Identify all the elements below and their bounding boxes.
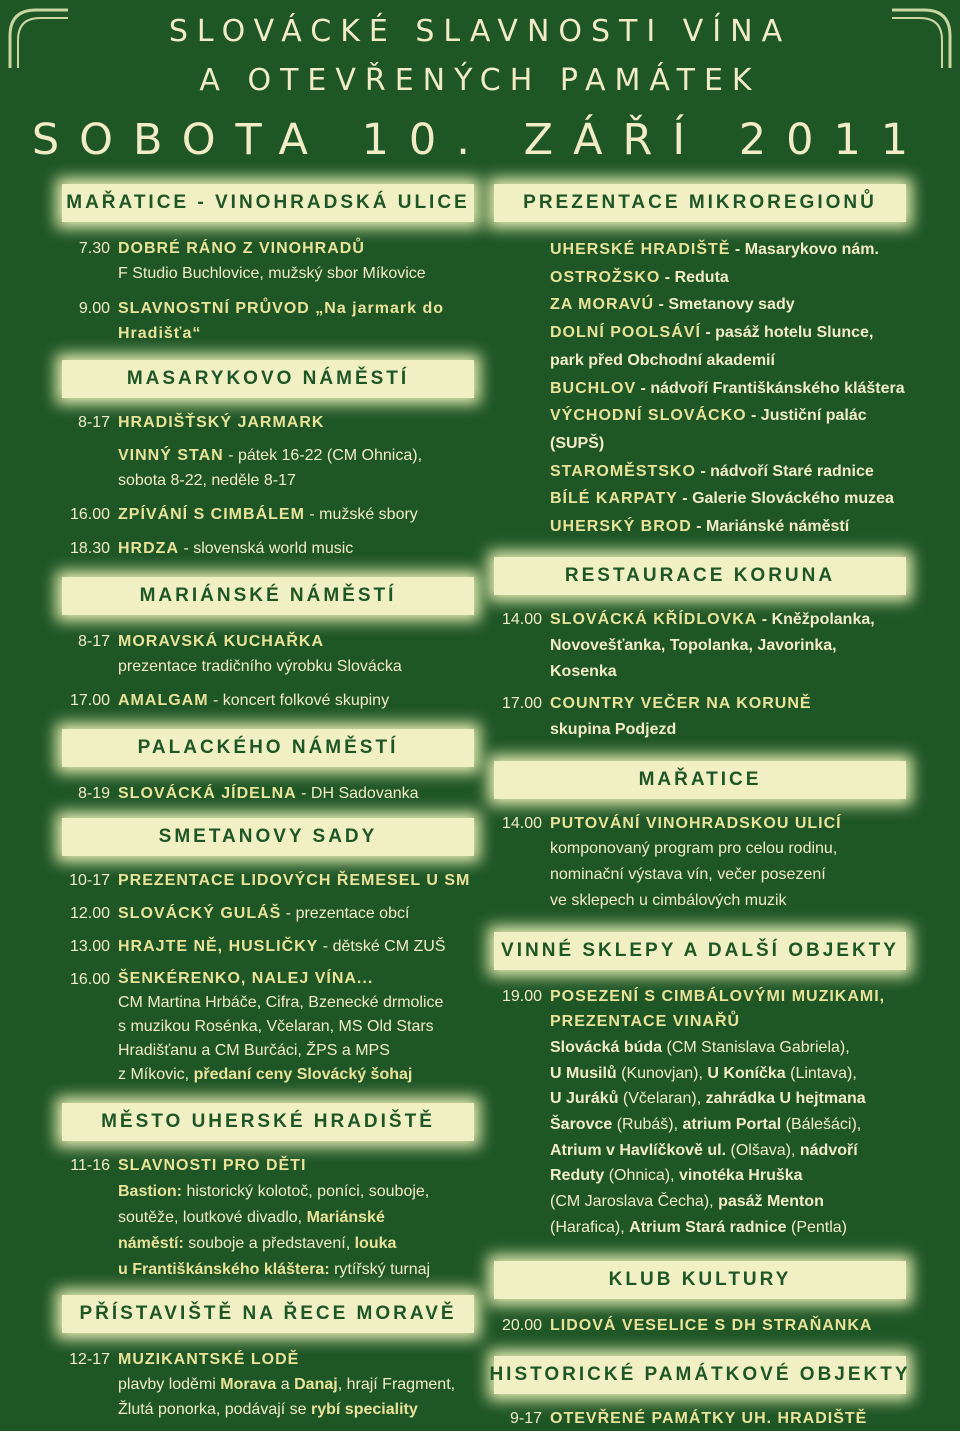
left-column xyxy=(58,180,478,1422)
event-row: 11-16 SLAVNOSTI PRO DĚTI Bastion: historický kolotoč, poníci, souboje, soutěže, loutkové divadlo, Mariánské náměstí: souboje a představení, louka u Františkánského kláštera: rytířský turnaj xyxy=(70,1157,431,1278)
section-header-mesto-uherske-hradiste: MĚSTO UHERSKÉ HRADIŠTĚ xyxy=(62,1103,474,1141)
event-row: VINNÝ STAN - pátek 16-22 (CM Ohnica), sobota 8-22, neděle 8-17 xyxy=(118,447,423,489)
event-row: 10-17 PREZENTACE LIDOVÝCH ŘEMESEL U SM xyxy=(69,872,471,889)
event-row: 17.00 AMALGAM - koncert folkové skupiny xyxy=(69,692,390,709)
event-row: 9.00 SLAVNOSTNÍ PRŮVOD „Na jarmark do Hradišťa“ xyxy=(78,300,444,342)
event-row: 12.00 SLOVÁCKÝ GULÁŠ - prezentace obcí xyxy=(69,905,410,922)
poster-date: SOBOTA 10. ZÁŘÍ 2011 xyxy=(31,115,929,165)
section-header-smetanovy-sady: SMETANOVY SADY xyxy=(62,818,474,856)
event-row: 14.00 PUTOVÁNÍ VINOHRADSKOU ULICÍ komponovaný program pro celou rodinu, nominační výstava vín, večer posezení ve sklepech u cimbálových muzik xyxy=(501,814,842,909)
event-row: 18.30 HRDZA - slovenská world music xyxy=(69,540,354,557)
section-header-masarykovo-namesti: MASARYKOVO NÁMĚSTÍ xyxy=(62,360,474,398)
section-header-marianske-namesti: MARIÁNSKÉ NÁMĚSTÍ xyxy=(62,577,474,615)
section-header-restaurace-koruna: RESTAURACE KORUNA xyxy=(494,557,906,595)
event-row: 19.00 POSEZENÍ S CIMBÁLOVÝMI MUZIKAMI, PREZENTACE VINAŘŮ Slovácká búda (CM Stanislava Gabriela), U Musilů (Kunovjan), U Koníčka (Lintava), U Juráků (Včelaran), zahrádka U hejtmana Šarovce (Rubáš), atrium Portal (Bálešáci), Atrium v Havlíčkově ul. (Olšava), nádvoří Reduty (Ohnica), vinotéka Hruška (CM Jaroslava Čecha), pasáž Menton (Harafica), Atrium Stará radnice (Pentla) xyxy=(501,987,886,1236)
event-row: 8-17 HRADIŠŤSKÝ JARMARK xyxy=(77,414,325,431)
section-header-prezentace-mikroregionu: PREZENTACE MIKROREGIONŮ xyxy=(494,184,906,222)
event-row: 12-17 MUZIKANTSKÉ LODĚ plavby loděmi Morava a Danaj, hrají Fragment, Žlutá ponorka, podávají se rybí speciality xyxy=(69,1351,456,1418)
event-row: 14.00 SLOVÁCKÁ KŘÍDLOVKA - Kněžpolanka, Novovešťanka, Topolanka, Javorinka, Kosenka xyxy=(501,610,875,680)
section-header-maratice-vinohradska: MAŘATICE - VINOHRADSKÁ ULICE xyxy=(62,184,474,222)
right-column xyxy=(490,180,910,1431)
event-row: 8-17 MORAVSKÁ KUCHAŘKA prezentace tradičního výrobku Slovácka xyxy=(77,633,402,675)
microregion-list: UHERSKÉ HRADIŠTĚ - Masarykovo nám. OSTROŽSKO - Reduta ZA MORAVÚ - Smetanovy sady DOLNÍ POOLSÁVÍ - pasáž hotelu Slunce, park před Obchodní akademií BUCHLOV - nádvoří Františkánského kláštera VÝCHODNÍ SLOVÁCKO - Justiční palác (SUPŠ) STAROMĚSTSKO - nádvoří Staré radnice BÍLÉ KARPATY - Galerie Slováckého muzea UHERSKÝ BROD - Mariánské náměstí xyxy=(550,241,905,536)
section-header-palackeho-namesti: PALACKÉHO NÁMĚSTÍ xyxy=(62,729,474,767)
event-row: 16.00 ZPÍVÁNÍ S CIMBÁLEM - mužské sbory xyxy=(69,506,418,523)
section-header-pristaviste: PŘÍSTAVIŠTĚ NA ŘECE MORAVĚ xyxy=(62,1295,474,1333)
poster-title-line-2: A OTEVŘENÝCH PAMÁTEK xyxy=(199,63,761,98)
event-row: 7.30 DOBRÉ RÁNO Z VINOHRADŮ F Studio Buchlovice, mužský sbor Míkovice xyxy=(78,240,426,282)
event-row: 16.00 ŠENKÉRENKO, NALEJ VÍNA... CM Martina Hrbáče, Cifra, Bzenecké drmolice s muzikou Rosénka, Včelaran, MS Old Stars Hradišťanu a CM Burčáci, ŽPS a MPS z Míkovic, předaní ceny Slovácký šohaj xyxy=(69,970,444,1083)
event-row: 17.00 COUNTRY VEČER NA KORUNĚ skupina Podjezd xyxy=(501,694,812,738)
poster-title-line-1: SLOVÁCKÉ SLAVNOSTI VÍNA xyxy=(168,14,792,49)
event-row: 9-17 OTEVŘENÉ PAMÁTKY UH. HRADIŠTĚ xyxy=(509,1409,868,1427)
event-row: 13.00 HRAJTE NĚ, HUSLIČKY - dětské CM ZUŠ xyxy=(69,938,446,955)
event-row: 20.00 LIDOVÁ VESELICE S DH STRAŇANKA xyxy=(501,1316,873,1334)
section-header-historicke-pamatkove-objekty: HISTORICKÉ PAMÁTKOVÉ OBJEKTY xyxy=(494,1356,906,1394)
section-header-maratice: MAŘATICE xyxy=(494,761,906,799)
section-header-vinne-sklepy: VINNÉ SKLEPY A DALŠÍ OBJEKTY xyxy=(494,932,906,970)
event-row: 8-19 SLOVÁCKÁ JÍDELNA - DH Sadovanka xyxy=(77,785,419,802)
section-header-klub-kultury: KLUB KULTURY xyxy=(494,1261,906,1299)
